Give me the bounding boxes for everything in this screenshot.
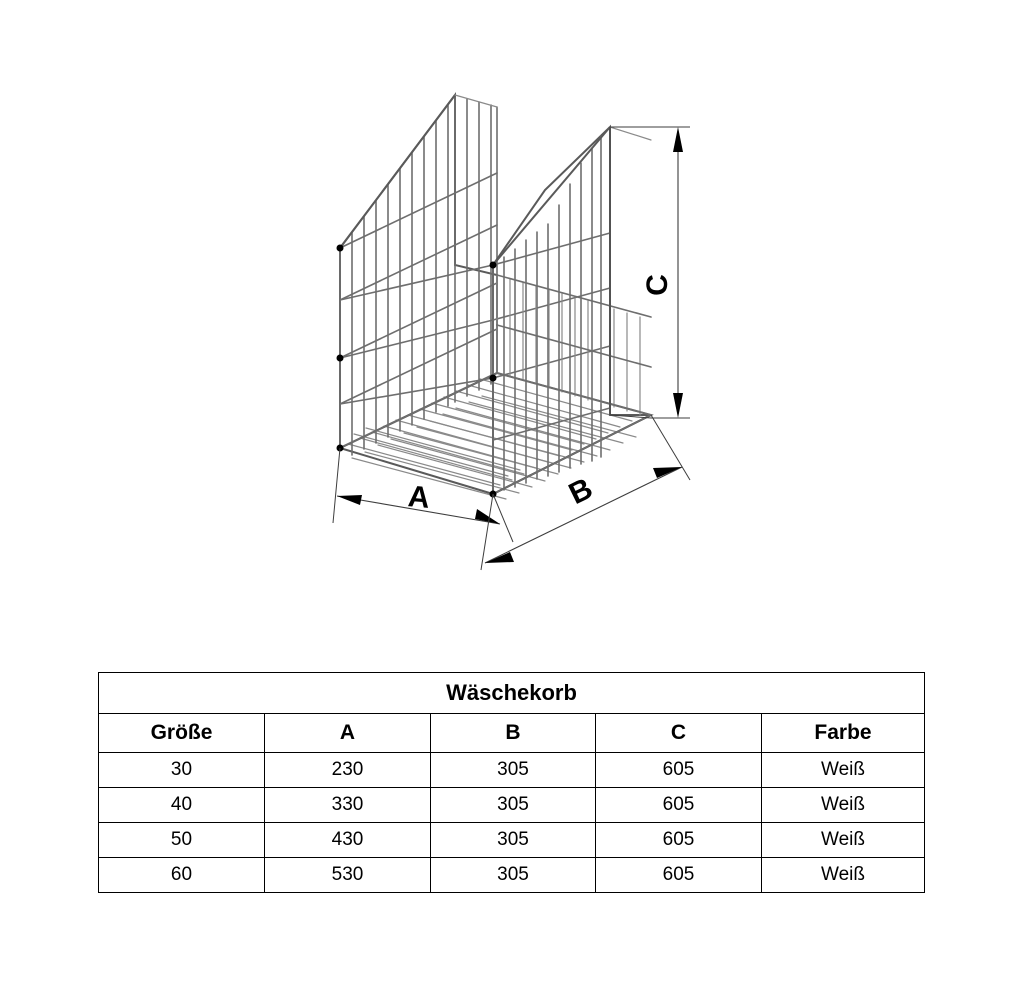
table-row <box>99 858 925 893</box>
cell-size: 50 <box>99 823 265 858</box>
column-header-c: C <box>596 714 762 753</box>
basket-back-panel <box>497 275 651 415</box>
dimension-a <box>333 448 513 542</box>
spec-table <box>98 672 925 893</box>
table-header-row <box>99 714 925 753</box>
spec-table-container <box>98 672 924 893</box>
dimension-b <box>481 415 690 570</box>
cell-b: 305 <box>431 858 596 893</box>
cell-color: Weiß <box>762 858 925 893</box>
cell-size: 30 <box>99 753 265 788</box>
table-row <box>99 823 925 858</box>
cell-a: 530 <box>265 858 431 893</box>
basket-floor-mesh <box>340 373 651 499</box>
cell-size: 40 <box>99 788 265 823</box>
dimension-label-b: B <box>563 471 598 512</box>
cell-c: 605 <box>596 788 762 823</box>
table-row <box>99 753 925 788</box>
cell-a: 330 <box>265 788 431 823</box>
cell-b: 305 <box>431 753 596 788</box>
cell-b: 305 <box>431 788 596 823</box>
column-header-color: Farbe <box>762 714 925 753</box>
table-title-row <box>99 673 925 714</box>
cell-c: 605 <box>596 858 762 893</box>
dimension-c <box>610 127 690 418</box>
basket-left-panel <box>340 95 497 455</box>
cell-c: 605 <box>596 823 762 858</box>
column-header-b: B <box>431 714 596 753</box>
table-row <box>99 788 925 823</box>
column-header-a: A <box>265 714 431 753</box>
dimension-label-a: A <box>406 480 432 515</box>
cell-color: Weiß <box>762 788 925 823</box>
cell-color: Weiß <box>762 753 925 788</box>
table-title: Wäschekorb <box>99 673 925 714</box>
cell-a: 230 <box>265 753 431 788</box>
cell-c: 605 <box>596 753 762 788</box>
column-header-size: Größe <box>99 714 265 753</box>
cell-size: 60 <box>99 858 265 893</box>
cell-color: Weiß <box>762 823 925 858</box>
dimension-label-c: C <box>641 274 674 296</box>
basket-front-rails <box>340 265 493 404</box>
cell-b: 305 <box>431 823 596 858</box>
cell-a: 430 <box>265 823 431 858</box>
